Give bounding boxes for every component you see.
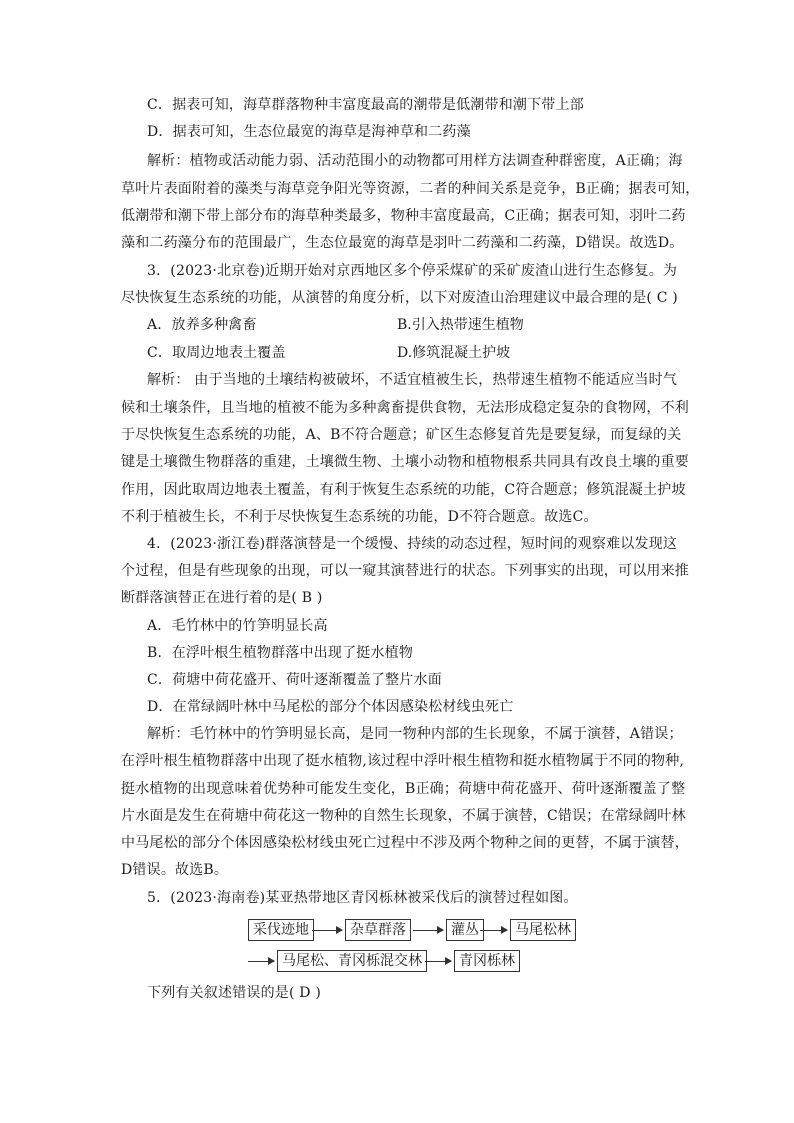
flow-node-shrub: 灌丛 xyxy=(446,919,484,941)
q4-option-a: A．毛竹林中的竹笋明显长高 xyxy=(147,618,328,634)
q3-analysis-line: 候和土壤条件，且当地的植被不能为多种禽畜提供食物，无法形成稳定复杂的食物网，不利 xyxy=(121,400,689,416)
q3-option-b: B.引入热带速生植物 xyxy=(397,317,524,333)
q5-question: 下列有关叙述错误的是( D ) xyxy=(147,985,322,1001)
q5-stem: 5．(2023·海南卷)某亚热带地区青冈栎林被采伐后的演替过程如图。 xyxy=(147,890,578,906)
flow-arrow xyxy=(480,930,507,931)
q2-analysis-line: 藻和二药藻分布的范围最广，生态位最宽的海草是羽叶二药藻和二药藻，D错误。故选D。 xyxy=(121,235,684,251)
q2-analysis-line: 低潮带和潮下带上部分布的海草种类最多，物种丰富度最高，C正确；据表可知，羽叶二药 xyxy=(121,208,686,224)
q4-stem-line: 4．(2023·浙江卷)群落演替是一个缓慢、持续的动态过程，短时间的观察难以发现这 xyxy=(147,536,678,552)
q4-stem-line: 个过程，但是有些现象的出现，可以一窥其演替进行的状态。下列事实的出现，可以用来推 xyxy=(121,563,689,579)
flow-arrow xyxy=(248,961,274,962)
flow-node-weed-community: 杂草群落 xyxy=(345,919,411,941)
q4-option-c: C．荷塘中荷花盛开、荷叶逐渐覆盖了整片水面 xyxy=(147,672,442,688)
q3-analysis-line: 不利于植被生长，不利于尽快恢复生态系统的功能，D不符合题意。故选C。 xyxy=(121,509,598,525)
q4-analysis-line: D错误。故选B。 xyxy=(121,862,229,878)
q4-stem-line: 断群落演替正在进行着的是( B ) xyxy=(121,590,323,606)
q3-stem-line: 3．(2023·北京卷)近期开始对京西地区多个停采煤矿的采矿废渣山进行生态修复。为 xyxy=(147,263,678,279)
q4-analysis-line: 解析：毛竹林中的竹笋明显长高，是同一物种内部的生长现象，不属于演替，A错误； xyxy=(147,726,683,742)
q4-option-d: D．在常绿阔叶林中马尾松的部分个体因感染松材线虫死亡 xyxy=(147,699,514,715)
flow-node-mixed-forest: 马尾松、青冈栎混交林 xyxy=(277,950,427,972)
q3-option-d: D.修筑混凝土护坡 xyxy=(397,345,511,361)
flow-arrow xyxy=(425,961,451,962)
q2-analysis-line: 草叶片表面附着的藻类与海草竞争阳光等资源，二者的种间关系是竞争，B正确；据表可知， xyxy=(121,181,700,197)
q4-analysis-line: 在浮叶根生植物群落中出现了挺水植物,该过程中浮叶根生植物和挺水植物属于不同的物种, xyxy=(121,753,685,769)
q4-analysis-line: 挺水植物的出现意味着优势种可能发生变化，B正确；荷塘中荷花盛开、荷叶逐渐覆盖了整 xyxy=(121,781,686,797)
q3-option-a: A．放养多种禽畜 xyxy=(147,317,257,333)
flow-node-pine-forest: 马尾松林 xyxy=(510,919,576,941)
q2-analysis-line: 解析：植物或活动能力弱、活动范围小的动物都可用样方法调查种群密度，A正确；海 xyxy=(147,153,683,169)
q4-option-b: B．在浮叶根生植物群落中出现了挺水植物 xyxy=(147,645,414,661)
q3-analysis-line: 键是土壤微生物群落的重建，土壤微生物、土壤小动物和植物根系共同具有改良土壤的重要 xyxy=(121,454,689,470)
q3-stem-line: 尽快恢复生态系统的功能，从演替的角度分析，以下对废渣山治理建议中最合理的是( C ) xyxy=(121,290,678,306)
flow-arrow xyxy=(413,930,443,931)
q3-analysis-line: 作用，因此取周边地表土覆盖，有利于恢复生态系统的功能，C符合题意；修筑混凝土护坡 xyxy=(121,482,686,498)
q2-option-c: C．据表可知，海草群落物种丰富度最高的潮带是低潮带和潮下带上部 xyxy=(147,97,584,113)
q3-analysis-line: 于尽快恢复生态系统的功能，A、B不符合题意；矿区生态修复首先是要复绿，而复绿的关 xyxy=(121,427,682,443)
q4-analysis-line: 片水面是发生在荷塘中荷花这一物种的自然生长现象，不属于演替，C错误；在常绿阔叶林 xyxy=(121,808,686,824)
flow-node-clearcut: 采伐迹地 xyxy=(248,919,314,941)
flow-node-oak-forest: 青冈栎林 xyxy=(454,950,520,972)
q3-analysis-line: 解析： 由于当地的土壤结构被破坏，不适宜植被生长，热带速生植物不能适应当时气 xyxy=(147,372,678,388)
q4-analysis-line: 中马尾松的部分个体因感染松材线虫死亡过程中不涉及两个物种之间的更替，不属于演替， xyxy=(121,835,689,851)
q2-option-d: D．据表可知，生态位最宽的海草是海神草和二药藻 xyxy=(147,124,471,140)
q3-option-c: C．取周边地表土覆盖 xyxy=(147,345,286,361)
flow-arrow xyxy=(312,930,342,931)
